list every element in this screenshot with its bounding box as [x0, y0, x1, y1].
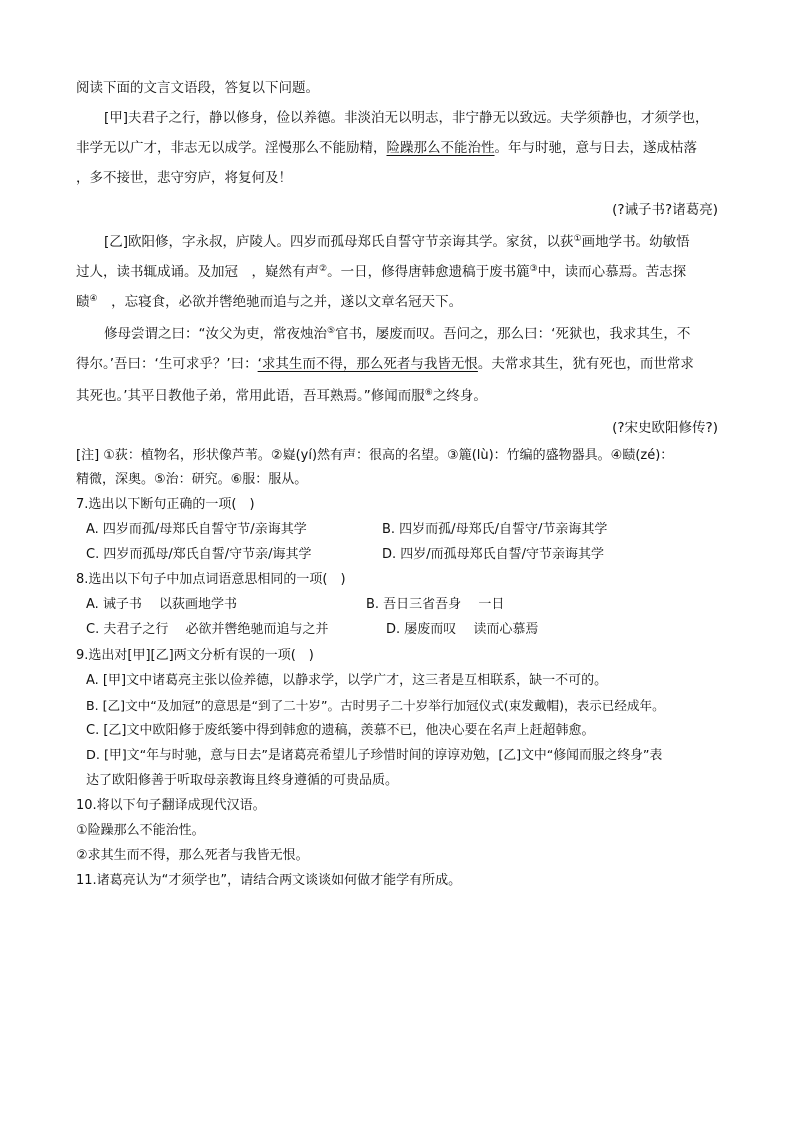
text-run: 画地学书。幼敏悟	[581, 234, 690, 250]
passage-jia-line2-b: 。年与时驰，意与日去，遂成枯落	[494, 140, 697, 156]
question-7-stem: 7.选出以下断句正确的一项( )	[76, 497, 255, 512]
passage-yi-p2-line1	[104, 324, 690, 344]
text-run: 得尔。’吾曰：‘生可求乎？’曰：	[76, 356, 258, 372]
notes-line1: [注] ①荻：植物名，形状像芦苇。②嶷(yí)然有声：很高的名望。③簏(lù)：竹编的盛物器具。④赜(zé)：	[76, 448, 674, 463]
q7-option-c[interactable]: C. 四岁而孤母/郑氏自誓/守节亲/诲其学	[86, 547, 312, 562]
q9-option-d-continued: 达了欧阳修善于听取母亲教诲且终身遵循的可贵品质。	[86, 773, 399, 788]
passage-jia-line3: ，多不接世，悲守穷庐，将复何及！	[76, 170, 292, 186]
passage-jia-line2	[76, 138, 697, 158]
question-10-stem: 10.将以下句子翻译成现代汉语。	[76, 798, 266, 813]
text-run: 赜	[76, 294, 90, 310]
q9-option-c[interactable]: C. [乙]文中欧阳修于废纸篓中得到韩愈的遗稿，羡慕不已，他决心要在名声上赶超韩愈。	[86, 723, 595, 738]
question-10-item-1: ①险躁那么不能治性。	[76, 823, 205, 838]
note-marker: ⑥	[424, 388, 433, 398]
q9-option-d[interactable]: D. [甲]文“年与时驰，意与日去”是诸葛亮希望儿子珍惜时间的谆谆劝勉，[乙]文中“修闻而服之终身”表	[86, 748, 663, 763]
note-marker: ①	[573, 234, 582, 244]
text-run: 。一日，修得唐韩愈遗稿于废书簏	[327, 264, 530, 280]
note-marker: ②	[319, 264, 328, 274]
passage-yi-p1-line1	[104, 232, 690, 252]
q8-option-c[interactable]: C. 夫君子之行 必欲并辔绝驰而追与之并	[86, 622, 329, 637]
text-run: 修母尝谓之曰：“汝父为吏，常夜烛治	[104, 326, 327, 342]
q7-option-a[interactable]: A. 四岁而孤/母郑氏自誓守节/亲诲其学	[86, 522, 307, 537]
passage-jia-line2-a: 非学无以广才，非志无以成学。淫慢那么不能励精，	[76, 140, 387, 156]
q9-option-a[interactable]: A. [甲]文中诸葛亮主张以俭养德，以静求学，以学广才，这三者是互相联系，缺一不可的。	[86, 673, 608, 688]
q8-option-a[interactable]: A. 诫子书 以荻画地学书	[86, 597, 238, 612]
question-11-stem: 11.诸葛亮认为“才须学也”，请结合两文谈谈如何做才能学有所成。	[76, 873, 462, 888]
source-jia: (?诫子书?诸葛亮)	[612, 202, 718, 218]
underlined-sentence-1: 险躁那么不能治性	[386, 140, 495, 156]
text-run: 中，读而心慕焉。苦志探	[537, 264, 687, 280]
text-run: 官书，屡废而叹。吾问之，那么曰：‘死狱也，我求其生，不	[335, 326, 691, 342]
text-run: 过人，读书辄成诵。及加冠 ，嶷然有声	[76, 264, 319, 280]
question-9-stem: 9.选出对[甲][乙]两文分析有误的一项( )	[76, 648, 314, 663]
passage-jia-line1: [甲]夫君子之行，静以修身，俭以养德。非淡泊无以明志，非宁静无以致远。夫学须静也，才须学也，	[104, 110, 709, 126]
note-marker: ⑤	[327, 326, 336, 336]
text-run: ，忘寝食，必欲并辔绝驰而追与之并，遂以文章名冠天下。	[97, 294, 463, 310]
note-marker: ④	[89, 294, 98, 304]
passage-yi-p1-line3	[76, 292, 462, 312]
passage-yi-p2-line3	[76, 386, 487, 406]
q8-option-d[interactable]: D. 屡废而叹 读而心慕焉	[386, 622, 539, 637]
question-8-stem: 8.选出以下句子中加点词语意思相同的一项( )	[76, 572, 346, 587]
source-yi: (?宋史欧阳修传?)	[612, 420, 718, 436]
note-marker: ③	[529, 264, 538, 274]
q8-option-b[interactable]: B. 吾日三省吾身 一日	[366, 597, 505, 612]
text-run: 之终身。	[432, 388, 487, 404]
notes-line2: 精微，深奥。⑤治：研究。⑥服：服从。	[76, 472, 308, 487]
passage-yi-p2-line2	[76, 354, 694, 374]
text-run: 。夫常求其生，犹有死也，而世常求	[477, 356, 694, 372]
text-run: [乙]欧阳修，字永叔，庐陵人。四岁而孤母郑氏自誓守节亲诲其学。家贫，以荻	[104, 234, 574, 250]
underlined-sentence-2: ‘求其生而不得，那么死者与我皆无恨	[257, 356, 478, 372]
question-10-item-2: ②求其生而不得，那么死者与我皆无恨。	[76, 848, 309, 863]
q7-option-b[interactable]: B. 四岁而孤/母郑氏/自誓守/节亲诲其学	[382, 522, 608, 537]
text-run: 其死也。’其平日教他子弟，常用此语，吾耳熟焉。”修闻而服	[76, 388, 425, 404]
q9-option-b[interactable]: B. [乙]文中“及加冠”的意思是“到了二十岁”。古时男子二十岁举行加冠仪式(束发戴帽)，表示已经成年。	[86, 698, 665, 713]
passage-yi-p1-line2	[76, 262, 686, 282]
instruction: 阅读下面的文言文语段，答复以下问题。	[76, 80, 319, 96]
q7-option-d[interactable]: D. 四岁/而孤母郑氏自誓/守节亲诲其学	[382, 547, 605, 562]
